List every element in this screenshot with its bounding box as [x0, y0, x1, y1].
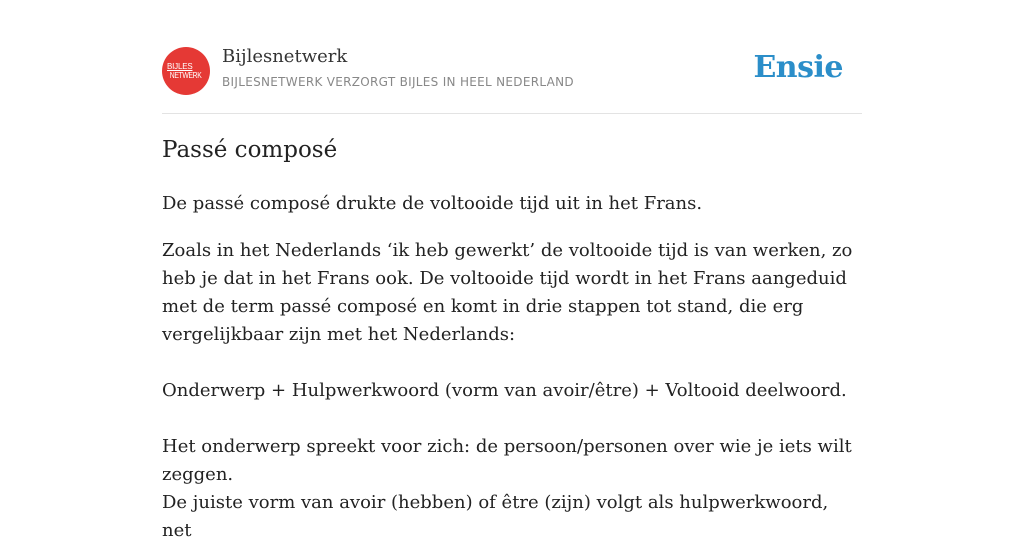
page-container — [162, 0, 862, 541]
article-paragraph: Zoals in het Nederlands ‘ik heb gewerkt’ de voltooide tijd is van werken, zo heb je dat in het Frans ook. De voltooide tijd wordt in het Frans aangeduid met de term passé composé en komt in drie stappen tot stand, die erg vergelijkbaar zijn met het Nederlands: — [162, 240, 853, 345]
article-subject-line: Het onderwerp spreekt voor zich: de persoon/personen over wie je iets wilt zeggen. — [162, 436, 852, 485]
article-intro: De passé composé drukte de voltooide tijd uit in het Frans. — [162, 193, 703, 214]
article-spacer — [162, 349, 862, 377]
author-avatar[interactable] — [162, 47, 210, 95]
article-formula: Onderwerp + Hulpwerkwoord (vorm van avoir/être) + Voltooid deelwoord. — [162, 380, 847, 401]
ensie-logo-link[interactable]: Ensie — [753, 50, 843, 85]
author-header — [162, 0, 862, 114]
author-tagline: BIJLESNETWERK VERZORGT BIJLES IN HEEL NEDERLAND — [222, 75, 574, 89]
avatar-line-2: NETWERK — [170, 70, 202, 80]
article-helper-line: De juiste vorm van avoir (hebben) of être (zijn) volgt als hulpwerkwoord, net — [162, 492, 829, 541]
author-name-link[interactable]: Bijlesnetwerk — [222, 46, 348, 67]
article-title: Passé composé — [162, 137, 338, 163]
article-spacer — [162, 405, 862, 433]
article-body — [162, 190, 862, 545]
avatar-line-1: BIJLES — [167, 61, 193, 71]
